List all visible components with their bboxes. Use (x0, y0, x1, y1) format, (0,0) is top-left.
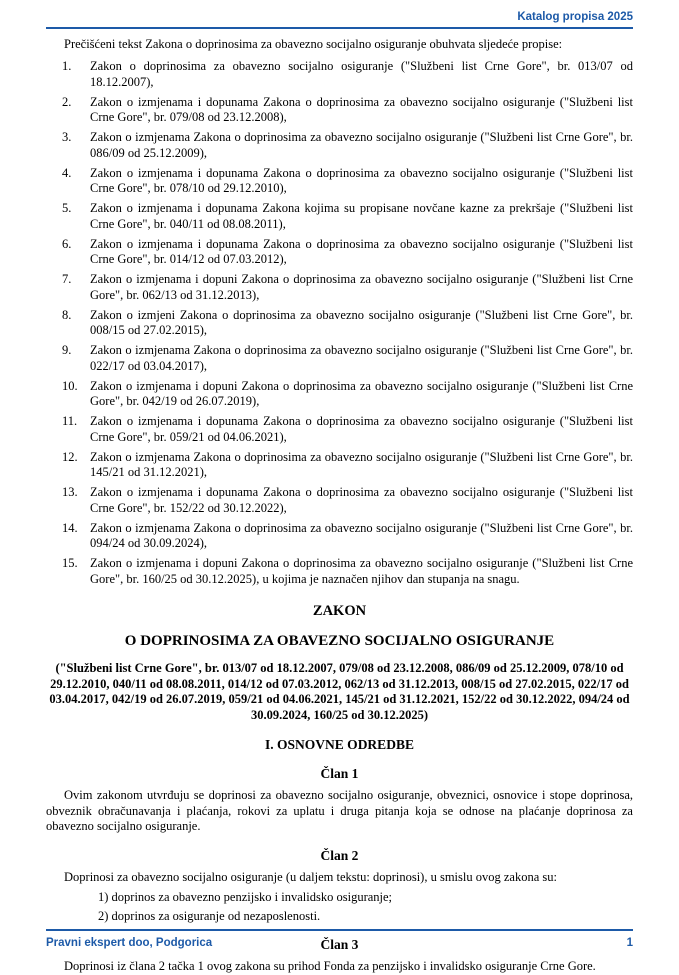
intro-paragraph: Prečišćeni tekst Zakona o doprinosima za obavezno socijalno osiguranje obuhvata sljedeće propise: (64, 37, 563, 52)
list-item-text: Zakon o izmjeni Zakona o doprinosima za obavezno socijalno osiguranje ("Službeni list Crne Gore", br. 008/15 od 27.02.2015), (90, 307, 633, 338)
list-item-number: 4. (62, 165, 72, 180)
list-item (62, 130, 633, 162)
list-item (62, 450, 633, 482)
list-item (62, 379, 633, 411)
list-item-number: 13. (62, 485, 78, 500)
list-item (62, 308, 633, 340)
list-item-text: Zakon o izmjenama Zakona o doprinosima za obavezno socijalno osiguranje ("Službeni list Crne Gore", br. 086/09 od 25.12.2009), (90, 130, 633, 160)
document-title: ZAKON (312, 602, 367, 619)
list-item-number: 3. (62, 130, 72, 145)
article-subitem: 1) doprinos za obavezno penzijsko i invalidsko osiguranje; (98, 889, 393, 904)
list-item-text: Zakon o izmjenama i dopuni Zakona o doprinosima za obavezno socijalno osiguranje ("Službeni list Crne Gore", br. 042/19 od 26.07.2019), (90, 378, 633, 409)
article-paragraph: Doprinosi iz člana 2 tačka 1 ovog zakona su prihod Fonda za penzijsko i invalidsko osiguranje Crne Gore. (64, 959, 596, 974)
footer-company: Pravni ekspert doo, Podgorica (46, 936, 213, 949)
list-item-number: 5. (62, 201, 72, 216)
gazette-reference: ("Službeni list Crne Gore", br. 013/07 od 18.12.2007, 079/08 od 23.12.2008, 086/09 od 25.12.2009, 078/10 od 29.12.2010, 040/11 od 08.08.2011, 014/12 od 07.03.2012, 062/13 od 31.12.2013, 008/15 od 27.02.2015, 022/17 od 03.04.2017, 042/19 od 26.07.2019, 059/21 od 04.06.2021, 145/21 od 31.12.2021, 152/22 od 30.12.2022, 094/24 od 30.09.2024, 160/25 od 30.12.2025) (49, 660, 630, 723)
document-subtitle: O DOPRINOSIMA ZA OBAVEZNO SOCIJALNO OSIGURANJE (124, 633, 555, 649)
article-subitem: 2) doprinos za osiguranje od nezaposlenosti. (98, 908, 321, 923)
list-item-text: Zakon o izmjenama i dopunama Zakona kojima su propisane novčane kazne za prekršaje ("Službeni list Crne Gore", br. 040/11 od 08.08.2011), (90, 201, 633, 231)
list-item-number: 10. (62, 378, 78, 393)
list-item-text: Zakon o izmjenama i dopunama Zakona o doprinosima za obavezno socijalno osiguranje ("Službeni list Crne Gore", br. 078/10 od 29.12.2010), (90, 165, 633, 196)
list-item-number: 12. (62, 449, 78, 464)
list-item-text: Zakon o izmjenama i dopunama Zakona o doprinosima za obavezno socijalno osiguranje ("Službeni list Crne Gore", br. 079/08 od 23.12.2008), (90, 94, 633, 125)
list-item-text: Zakon o doprinosima za obavezno socijalno osiguranje ("Službeni list Crne Gore", br. 013/07 od 18.12.2007), (90, 59, 633, 89)
article-heading-2: Član 2 (320, 848, 359, 864)
list-item (62, 521, 633, 553)
propisi-list (62, 59, 633, 588)
list-item-number: 9. (62, 343, 72, 358)
list-item-text: Zakon o izmjenama Zakona o doprinosima za obavezno socijalno osiguranje ("Službeni list Crne Gore", br. 022/17 od 03.04.2017), (90, 343, 633, 373)
list-item (62, 485, 633, 517)
list-item (62, 272, 633, 304)
article-heading-1: Član 1 (320, 765, 359, 781)
list-item-number: 7. (62, 272, 72, 287)
list-item (62, 237, 633, 269)
article-paragraph: Ovim zakonom utvrđuju se doprinosi za obavezno socijalno osiguranje, obveznici, osnovice i stope doprinosa, obveznik obračunavanja i plaćanja, rokovi za uplatu i druga pitanja koja se odnose na plaćanje doprinosa za obavezno socijalno osiguranje. (46, 787, 633, 834)
list-item-text: Zakon o izmjenama i dopunama Zakona o doprinosima za obavezno socijalno osiguranje ("Službeni list Crne Gore", br. 059/21 od 04.06.2021), (90, 414, 633, 444)
list-item-text: Zakon o izmjenama i dopunama Zakona o doprinosima za obavezno socijalno osiguranje ("Službeni list Crne Gore", br. 152/22 od 30.12.2022), (90, 485, 633, 515)
list-item-number: 6. (62, 236, 72, 251)
list-item-text: Zakon o izmjenama Zakona o doprinosima za obavezno socijalno osiguranje ("Službeni list Crne Gore", br. 094/24 od 30.09.2024), (90, 520, 633, 551)
list-item-number: 14. (62, 520, 78, 535)
list-item-number: 15. (62, 556, 78, 571)
list-item-text: Zakon o izmjenama i dopuni Zakona o doprinosima za obavezno socijalno osiguranje ("Službeni list Crne Gore", br. 160/25 od 30.12.2025), u kojima je naznačen njihov dan stupanja na snagu. (90, 556, 633, 586)
list-item (62, 95, 633, 127)
list-item (62, 556, 633, 588)
list-item-text: Zakon o izmjenama Zakona o doprinosima za obavezno socijalno osiguranje ("Službeni list Crne Gore", br. 145/21 od 31.12.2021), (90, 449, 633, 480)
list-item-number: 11. (62, 414, 78, 429)
footer (46, 929, 633, 950)
list-item (62, 343, 633, 375)
list-item-text: Zakon o izmjenama i dopunama Zakona o doprinosima za obavezno socijalno osiguranje ("Službeni list Crne Gore", br. 014/12 od 07.03.2012), (90, 236, 633, 267)
list-item-number: 8. (62, 307, 72, 322)
footer-page-number: 1 (626, 936, 633, 949)
list-item (62, 414, 633, 446)
list-item-number: 1. (62, 59, 72, 74)
list-item (62, 166, 633, 198)
list-item (62, 59, 633, 91)
list-item-text: Zakon o izmjenama i dopuni Zakona o doprinosima za obavezno socijalno osiguranje ("Službeni list Crne Gore", br. 062/13 od 31.12.2013), (90, 272, 633, 302)
list-item-number: 2. (62, 94, 72, 109)
header-catalog-label: Katalog propisa 2025 (46, 10, 633, 29)
article-heading-3: Član 3 (320, 937, 359, 953)
section-heading: I. OSNOVNE ODREDBE (265, 736, 414, 752)
list-item (62, 201, 633, 233)
article-paragraph: Doprinosi za obavezno socijalno osiguranje (u daljem tekstu: doprinosi), u smislu ovog zakona su: (64, 870, 557, 885)
